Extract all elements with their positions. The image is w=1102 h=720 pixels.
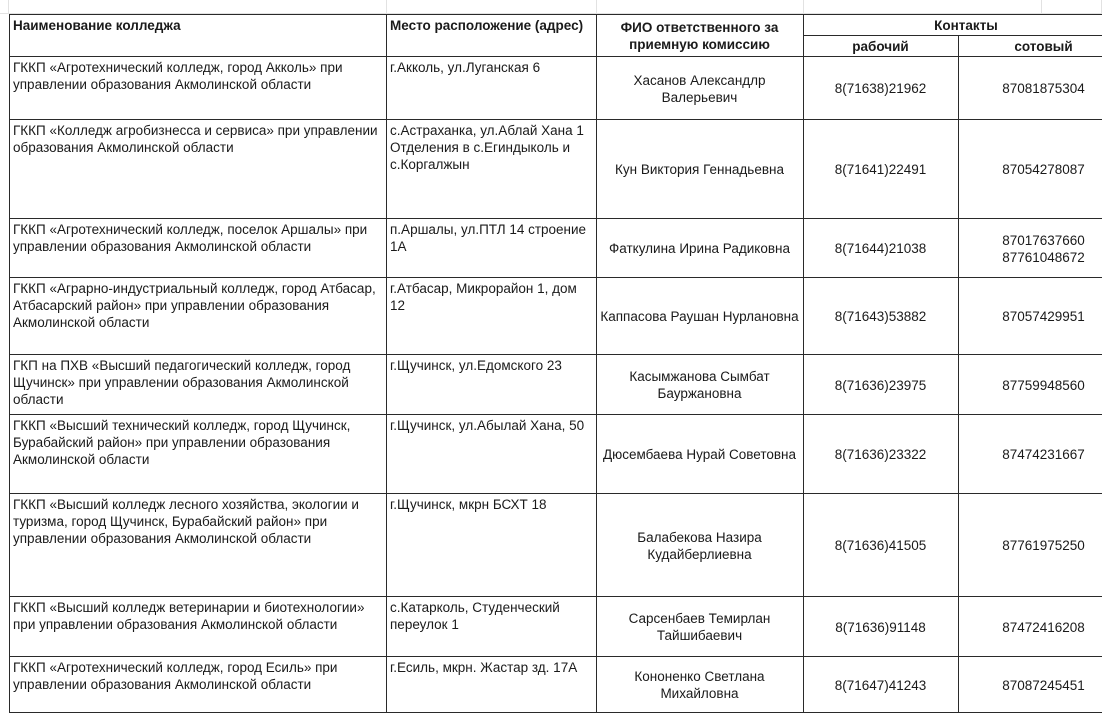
table-row (10, 219, 1102, 278)
table-row (10, 278, 1102, 355)
responsible-cell[interactable]: Касымжанова Сымбат Бауржановна (597, 355, 804, 415)
header-contacts[interactable]: Контакты (804, 15, 1102, 36)
address-cell[interactable]: с.Катарколь, Студенческий переулок 1 (387, 597, 597, 657)
header-mobile-phone[interactable]: сотовый (959, 36, 1102, 57)
work-phone-cell[interactable]: 8(71647)41243 (804, 657, 959, 713)
college-name-cell[interactable]: ГККП «Агротехнический колледж, город Акколь» при управлении образования Акмолинской области (10, 57, 387, 120)
mobile-phone-cell[interactable]: 87472416208 (959, 597, 1102, 657)
work-phone-cell[interactable]: 8(71636)23975 (804, 355, 959, 415)
college-name-cell[interactable]: ГКП на ПХВ «Высший педагогический колледж, город Щучинск» при управлении образования Акмолинской области (10, 355, 387, 415)
responsible-cell[interactable]: Каппасова Раушан Нурлановна (597, 278, 804, 355)
header-work-phone[interactable]: рабочий (804, 36, 959, 57)
strip-cell (0, 0, 9, 14)
responsible-cell[interactable]: Хасанов Александлр Валерьевич (597, 57, 804, 120)
strip-cell (387, 0, 597, 14)
table-row (10, 597, 1102, 657)
table-row (10, 494, 1102, 597)
work-phone-cell[interactable]: 8(71636)41505 (804, 494, 959, 597)
mobile-phone-cell[interactable]: 87761975250 (959, 494, 1102, 597)
college-name-cell[interactable]: ГККП «Высший колледж лесного хозяйства, экологии и туризма, город Щучинск, Бурабайский район» при управлении образования Акмолинской области (10, 494, 387, 597)
college-name-cell[interactable]: ГККП «Высший колледж ветеринарии и биотехнологии» при управлении образования Акмолинской области (10, 597, 387, 657)
address-cell[interactable]: г.Атбасар, Микрорайон 1, дом 12 (387, 278, 597, 355)
college-name-cell[interactable]: ГККП «Колледж агробизнесса и сервиса» при управлении образования Акмолинской области (10, 120, 387, 219)
colleges-table (9, 14, 1102, 713)
college-name-cell[interactable]: ГККП «Агротехнический колледж, город Есиль» при управлении образования Акмолинской области (10, 657, 387, 713)
table-row (10, 657, 1102, 713)
strip-cell (597, 0, 804, 14)
column-header-strip (0, 0, 1102, 14)
work-phone-cell[interactable]: 8(71644)21038 (804, 219, 959, 278)
college-name-cell[interactable]: ГККП «Высший технический колледж, город Щучинск, Бурабайский район» при управлении образования Акмолинской области (10, 415, 387, 494)
strip-cell (804, 0, 1042, 14)
responsible-cell[interactable]: Фаткулина Ирина Радиковна (597, 219, 804, 278)
responsible-cell[interactable]: Кононенко Светлана Михайловна (597, 657, 804, 713)
mobile-phone-cell[interactable]: 87087245451 (959, 657, 1102, 713)
strip-cell (1042, 0, 1102, 14)
address-cell[interactable]: г.Акколь, ул.Луганская 6 (387, 57, 597, 120)
responsible-cell[interactable]: Дюсембаева Нурай Советовна (597, 415, 804, 494)
college-name-cell[interactable]: ГККП «Аграрно-индустриальный колледж, город Атбасар, Атбасарский район» при управлении образования Акмолинской области (10, 278, 387, 355)
work-phone-cell[interactable]: 8(71636)23322 (804, 415, 959, 494)
header-row (10, 15, 1102, 36)
table-row (10, 415, 1102, 494)
address-cell[interactable]: г.Щучинск, мкрн БСХТ 18 (387, 494, 597, 597)
address-cell[interactable]: г.Есиль, мкрн. Жастар зд. 17А (387, 657, 597, 713)
strip-cell (9, 0, 387, 14)
header-responsible[interactable]: ФИО ответственного за приемную комиссию (597, 15, 804, 57)
responsible-cell[interactable]: Кун Виктория Геннадьевна (597, 120, 804, 219)
college-name-cell[interactable]: ГККП «Агротехнический колледж, поселок Аршалы» при управлении образования Акмолинской области (10, 219, 387, 278)
address-cell[interactable]: г.Щучинск, ул.Абылай Хана, 50 (387, 415, 597, 494)
responsible-cell[interactable]: Сарсенбаев Темирлан Тайшибаевич (597, 597, 804, 657)
mobile-phone-cell[interactable]: 87054278087 (959, 120, 1102, 219)
mobile-phone-cell[interactable]: 87057429951 (959, 278, 1102, 355)
responsible-cell[interactable]: Балабекова Назира Кудайберлиевна (597, 494, 804, 597)
address-cell[interactable]: с.Астраханка, ул.Аблай Хана 1 Отделения в с.Егиндыколь и с.Коргалжын (387, 120, 597, 219)
work-phone-cell[interactable]: 8(71638)21962 (804, 57, 959, 120)
mobile-phone-cell[interactable]: 87081875304 (959, 57, 1102, 120)
table-row (10, 355, 1102, 415)
work-phone-cell[interactable]: 8(71641)22491 (804, 120, 959, 219)
mobile-phone-cell[interactable]: 87474231667 (959, 415, 1102, 494)
header-college-name[interactable]: Наименование колледжа (10, 15, 387, 57)
work-phone-cell[interactable]: 8(71643)53882 (804, 278, 959, 355)
header-address[interactable]: Место расположение (адрес) (387, 15, 597, 57)
mobile-phone-cell[interactable] (959, 219, 1102, 278)
work-phone-cell[interactable]: 8(71636)91148 (804, 597, 959, 657)
address-cell[interactable]: п.Аршалы, ул.ПТЛ 14 строение 1А (387, 219, 597, 278)
table-row (10, 57, 1102, 120)
table-row (10, 120, 1102, 219)
mobile-number-secondary: 87761048672 (1002, 249, 1085, 265)
mobile-number: 87017637660 (1002, 232, 1085, 248)
mobile-phone-cell[interactable]: 87759948560 (959, 355, 1102, 415)
address-cell[interactable]: г.Щучинск, ул.Едомского 23 (387, 355, 597, 415)
